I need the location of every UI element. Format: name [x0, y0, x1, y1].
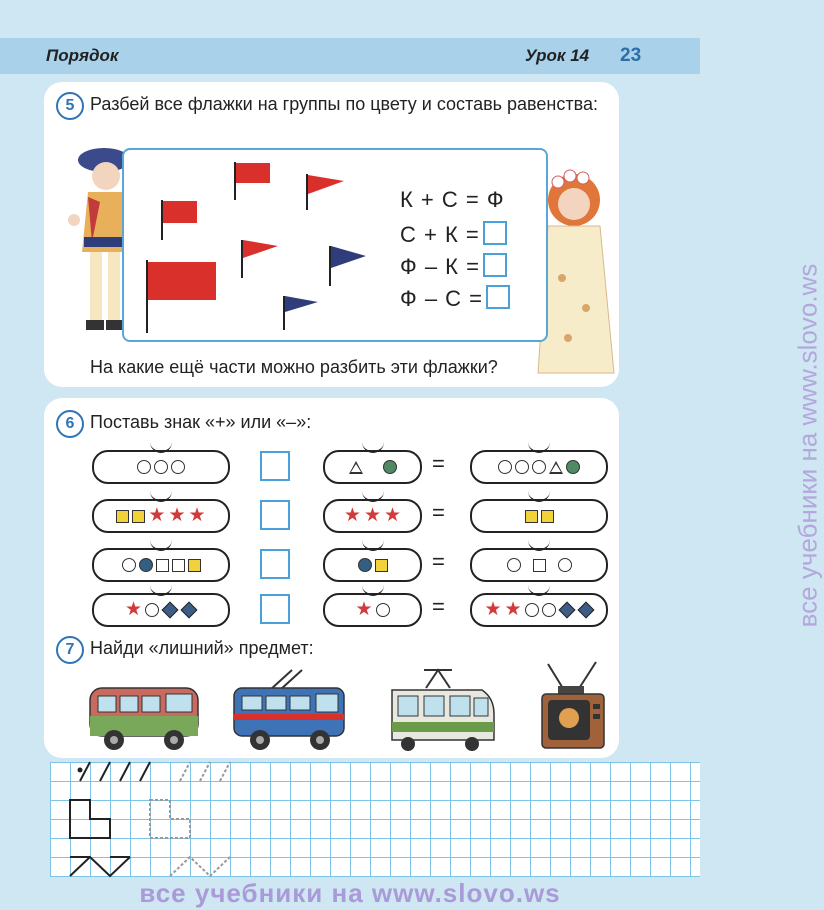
blue-flag-1: [330, 246, 366, 286]
answer-box[interactable]: [483, 221, 507, 245]
task5-question: На какие ещё части можно разбить эти флажки?: [90, 357, 498, 377]
shapes-group: ★ ★: [470, 593, 608, 627]
task6-number: 6: [56, 410, 84, 438]
tram-picture: [386, 664, 498, 756]
task5-number: 5: [56, 92, 84, 120]
shapes-group: [470, 450, 608, 484]
page-header: [0, 38, 700, 74]
task5-text: Разбей все флажки на группы по цвету и составь равенства:: [90, 94, 598, 114]
shapes-group: [92, 450, 230, 484]
red-flag-1: [162, 200, 197, 240]
answer-box[interactable]: [486, 285, 510, 309]
task7-text: Найди «лишний» предмет:: [90, 638, 314, 658]
shapes-group: ★ ★ ★: [92, 499, 230, 533]
shapes-group: ★: [323, 593, 422, 627]
shapes-group: [470, 548, 608, 582]
equation-2: С + К =: [400, 222, 480, 247]
sign-box[interactable]: [260, 549, 290, 579]
equation-4-row: [400, 285, 510, 312]
shapes-group: [323, 548, 422, 582]
equals-sign: =: [432, 451, 445, 476]
page-number: 23: [620, 45, 642, 66]
sign-box[interactable]: [260, 451, 290, 481]
trolleybus-picture: [230, 668, 350, 756]
sign-box[interactable]: [260, 594, 290, 624]
shapes-group: [470, 499, 608, 533]
sign-box[interactable]: [260, 500, 290, 530]
equals-sign: =: [432, 549, 445, 574]
equation-4: Ф – С =: [400, 286, 484, 311]
tv-picture: [538, 660, 608, 756]
equals-sign: =: [432, 500, 445, 525]
equation-3-row: [400, 253, 507, 280]
bottom-watermark: все учебники на www.slovo.ws: [139, 878, 561, 908]
shapes-group: [92, 548, 230, 582]
shapes-group: ★: [92, 593, 230, 627]
lesson-label: Урок 14: [525, 46, 590, 65]
side-watermark: все учебники на www.slovo.ws: [792, 263, 823, 628]
task7-number: 7: [56, 636, 84, 664]
red-flag-4: [242, 240, 278, 278]
equation-2-row: [400, 221, 507, 248]
red-flag-3: [307, 174, 344, 210]
bus-picture: [88, 680, 202, 756]
equals-sign: =: [432, 594, 445, 619]
section-title: Порядок: [46, 46, 119, 65]
shapes-group: [323, 450, 422, 484]
equation-1: К + С = Ф: [400, 187, 505, 212]
shapes-group: ★ ★ ★: [323, 499, 422, 533]
task6-text: Поставь знак «+» или «–»:: [90, 412, 312, 432]
answer-box[interactable]: [483, 253, 507, 277]
equation-3: Ф – К =: [400, 254, 480, 279]
blue-flag-2: [284, 296, 318, 330]
grid-pattern: [50, 762, 250, 877]
red-flag-big: [147, 260, 216, 333]
flags-illustration: [122, 148, 392, 338]
red-flag-2: [235, 162, 270, 200]
